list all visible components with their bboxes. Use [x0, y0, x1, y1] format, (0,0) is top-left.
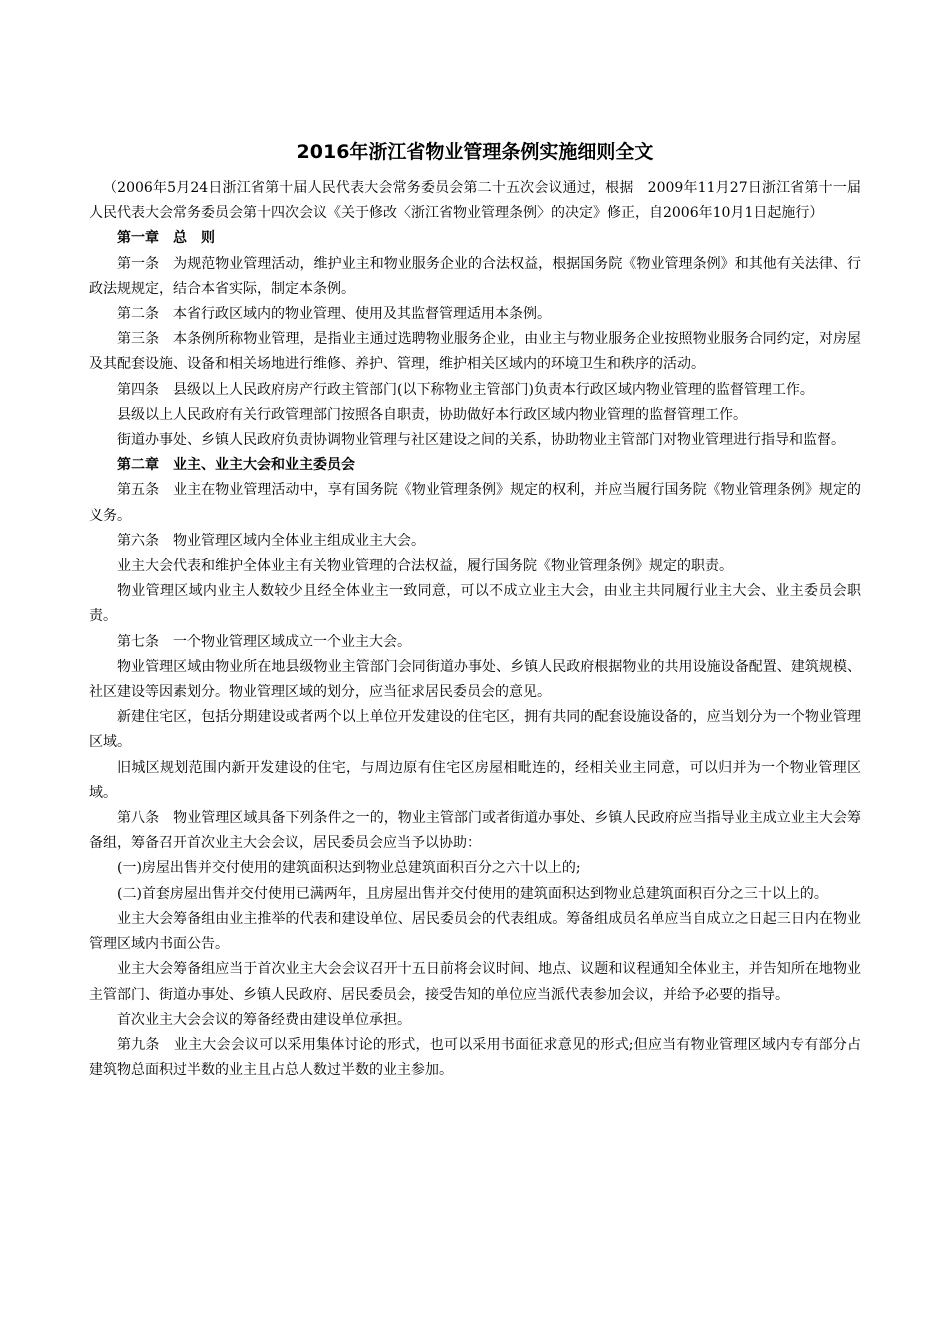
body-paragraph: 物业管理区域内业主人数较少且经全体业主一致同意，可以不成立业主大会，由业主共同履行业主大会、业主委员会职责。 — [89, 583, 861, 625]
chapter-heading: 第二章 业主、业主大会和业主委员会 — [117, 457, 355, 474]
list-item-paragraph: (一)房屋出售并交付使用的建筑面积达到物业总建筑面积百分之六十以上的; — [117, 860, 581, 877]
article-paragraph: 第八条 物业管理区域具备下列条件之一的，物业主管部门或者街道办事处、乡镇人民政府应当指导业主成立业主大会筹备组，筹备召开首次业主大会会议，居民委员会应当予以协助： — [89, 810, 861, 852]
article-paragraph: 第九条 业主大会会议可以采用集体讨论的形式，也可以采用书面征求意见的形式;但应当有物业管理区域内专有部分占建筑物总面积过半数的业主且占总人数过半数的业主参加。 — [89, 1036, 861, 1079]
body-paragraph: 县级以上人民政府有关行政管理部门按照各自职责，协助做好本行政区域内物业管理的监督管理工作。 — [117, 406, 747, 423]
body-paragraph: 旧城区规划范围内新开发建设的住宅，与周边原有住宅区房屋相毗连的，经相关业主同意，可以归并为一个物业管理区域。 — [89, 759, 861, 801]
document-body — [89, 176, 861, 1083]
article-paragraph: 第二条 本省行政区域内的物业管理、使用及其监督管理适用本条例。 — [117, 306, 551, 323]
article-paragraph: 第一条 为规范物业管理活动，维护业主和物业服务企业的合法权益，根据国务院《物业管理条例》和其他有关法律、行政法规规定，结合本省实际，制定本条例。 — [89, 255, 861, 297]
body-paragraph: 新建住宅区，包括分期建设或者两个以上单位开发建设的住宅区，拥有共同的配套设施设备的，应当划分为一个物业管理区域。 — [89, 709, 861, 751]
article-paragraph: 第四条 县级以上人民政府房产行政主管部门(以下称物业主管部门)负责本行政区域内物业管理的监督管理工作。 — [117, 381, 814, 398]
body-paragraph: 街道办事处、乡镇人民政府负责协调物业管理与社区建设之间的关系，协助物业主管部门对物业管理进行指导和监督。 — [117, 432, 845, 449]
body-paragraph: 业主大会筹备组由业主推举的代表和建设单位、居民委员会的代表组成。筹备组成员名单应当自成立之日起三日内在物业管理区域内书面公告。 — [89, 910, 861, 953]
article-paragraph: 第三条 本条例所称物业管理，是指业主通过选聘物业服务企业，由业主与物业服务企业按照物业服务合同约定，对房屋及其配套设施、设备和相关场地进行维修、养护、管理，维护相关区域内的环境卫生和秩序的活动。 — [89, 331, 861, 373]
body-paragraph: 业主大会代表和维护全体业主有关物业管理的合法权益，履行国务院《物业管理条例》规定的职责。 — [117, 558, 733, 575]
list-item-paragraph: (二)首套房屋出售并交付使用已满两年，且房屋出售并交付使用的建筑面积达到物业总建筑面积百分之三十以上的。 — [117, 885, 828, 902]
preamble-paragraph: （2006年5月24日浙江省第十届人民代表大会常务委员会第二十五次会议通过，根据 2009年11月27日浙江省第十一届人民代表大会常务委员会第十四次会议《关于修改〈浙江省物业管理条例〉的决定》修正，自2006年10月1日起施行） — [89, 180, 861, 222]
article-paragraph: 第六条 物业管理区域内全体业主组成业主大会。 — [117, 532, 425, 549]
chapter-heading: 第一章 总 则 — [117, 230, 215, 247]
body-paragraph: 首次业主大会会议的筹备经费由建设单位承担。 — [117, 1011, 411, 1028]
article-paragraph: 第五条 业主在物业管理活动中，享有国务院《物业管理条例》规定的权利，并应当履行国务院《物业管理条例》规定的义务。 — [89, 482, 861, 524]
article-paragraph: 第七条 一个物业管理区域成立一个业主大会。 — [117, 633, 411, 650]
body-paragraph: 物业管理区域由物业所在地县级物业主管部门会同街道办事处、乡镇人民政府根据物业的共用设施设备配置、建筑规模、社区建设等因素划分。物业管理区域的划分，应当征求居民委员会的意见。 — [89, 658, 861, 701]
document-title: 2016年浙江省物业管理条例实施细则全文 — [296, 141, 654, 163]
body-paragraph: 业主大会筹备组应当于首次业主大会会议召开十五日前将会议时间、地点、议题和议程通知全体业主，并告知所在地物业主管部门、街道办事处、乡镇人民政府、居民委员会，接受告知的单位应当派代表参加会议，并给予必要的指导。 — [89, 961, 861, 1003]
